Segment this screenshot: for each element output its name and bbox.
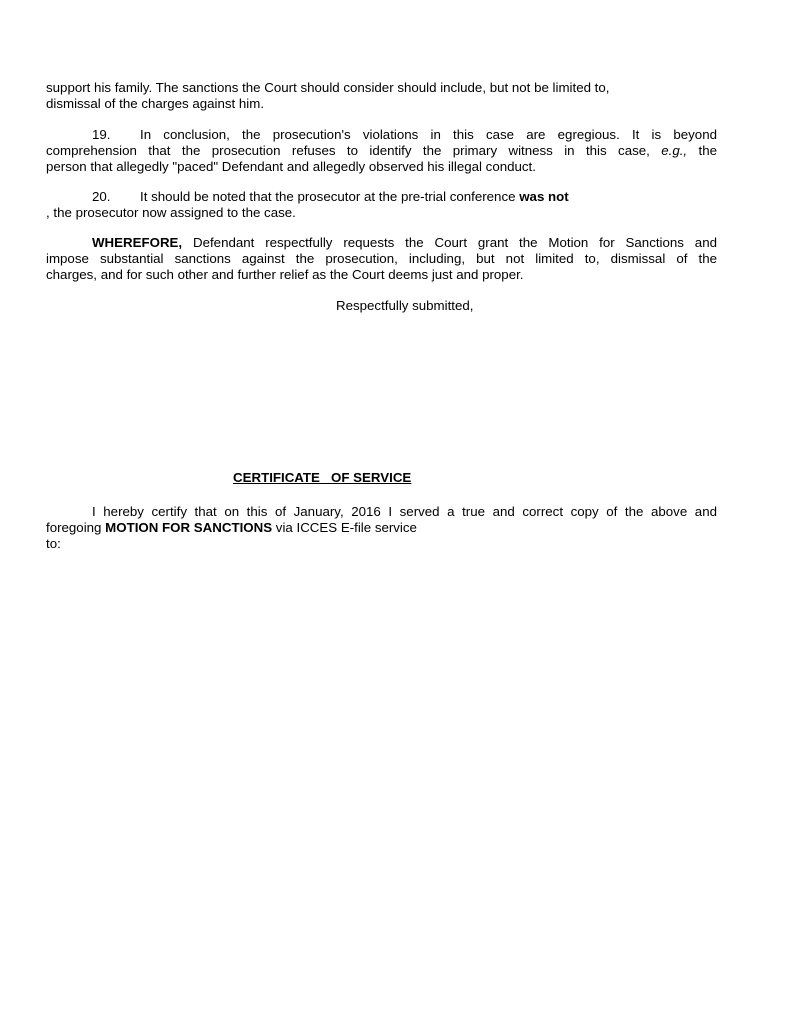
certificate-line-3: to:	[46, 536, 61, 551]
paragraph-20-was-not: was not	[519, 189, 569, 204]
paragraph-19-text-2a: comprehension that the prosecution refuses to identify the primary witness in this case,	[46, 143, 662, 158]
wherefore-line-2: impose substantial sanctions against the prosecution, including, but not limited to, dismissal of the	[46, 251, 717, 266]
wherefore-line-3: charges, and for such other and further relief as the Court deems just and proper.	[46, 267, 524, 282]
paragraph-19-text-1: In conclusion, the prosecution's violations in this case are egregious. It is beyond	[140, 127, 717, 142]
paragraph-19-line-3: person that allegedly "paced" Defendant and allegedly observed his illegal conduct.	[46, 159, 536, 174]
paragraph-number: 20.	[92, 189, 111, 204]
paragraph-20	[46, 189, 717, 221]
certificate-line-2	[46, 520, 717, 536]
paragraph-19-eg: e.g.,	[661, 143, 688, 158]
paragraph-19-line-1	[46, 127, 717, 143]
paragraph-20-text-1: It should be noted that the prosecutor at the pre-trial conference	[140, 189, 520, 204]
paragraph-19	[46, 127, 717, 175]
paragraph-20-line-2: , the prosecutor now assigned to the case.	[46, 205, 296, 220]
continuation-line-2: dismissal of the charges against him.	[46, 96, 265, 111]
wherefore-text-1: Defendant respectfully requests the Court grant the Motion for Sanctions and	[182, 235, 717, 250]
certificate-paragraph	[46, 504, 717, 552]
paragraph-19-text-2b: the	[687, 143, 717, 158]
paragraph-number: 19.	[92, 127, 111, 142]
continuation-line-1: support his family. The sanctions the Court should consider should include, but not be limited to,	[46, 80, 610, 95]
motion-title: MOTION FOR SANCTIONS	[105, 520, 273, 535]
closing-signoff: Respectfully submitted,	[336, 298, 474, 313]
wherefore-paragraph	[46, 235, 717, 283]
certificate-line-1: I hereby certify that on this of January, 2016 I served a true and correct copy of the above and	[92, 504, 717, 519]
certificate-text-2b: via ICCES E-file service	[272, 520, 417, 535]
paragraph-19-line-2	[46, 143, 717, 159]
certificate-text-2a: foregoing	[46, 520, 106, 535]
wherefore-line-1	[46, 235, 717, 251]
paragraph-20-line-1	[46, 189, 717, 205]
wherefore-lead: WHEREFORE,	[92, 235, 183, 250]
continuation-paragraph	[46, 80, 717, 112]
certificate-heading: CERTIFICATE OF SERVICE	[233, 470, 412, 485]
